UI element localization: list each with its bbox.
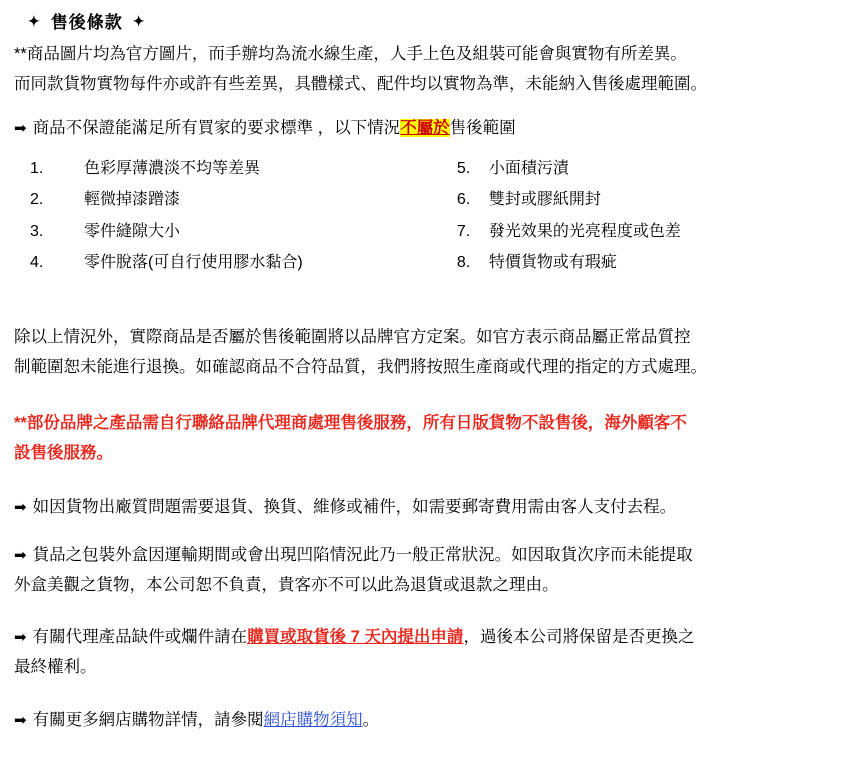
bullet-box-condition-line-1: 貨品之包裝外盒因運輸期間或會出現凹陷情況此乃一般正常狀況。如因取貨次序而未能提取 (32, 546, 693, 565)
exclusions-list (14, 153, 850, 278)
bullet-missing-parts (14, 624, 850, 650)
red-notice-line-2: 設售後服務。 (14, 444, 113, 463)
bullet-missing-parts-emphasis: 購買或取貨後 7 天內提出申請 (247, 628, 464, 647)
bullet-box-condition-line-2: 外盒美觀之貨物，本公司恕不負責，貴客亦不可以此為退貨或退款之理由。 (14, 576, 559, 595)
list-item-number: 7. (456, 222, 471, 240)
list-item-label: 色彩厚薄濃淡不均等差異 (84, 160, 261, 178)
list-item-label: 特價貨物或有瑕疵 (488, 253, 617, 271)
spacer (14, 101, 850, 115)
spacer (14, 470, 850, 494)
list-item (437, 184, 850, 215)
notice-before-text: 商品不保證能滿足所有買家的要求標準 ，以下情況 (32, 119, 401, 138)
list-item (14, 153, 437, 184)
spacer (14, 384, 850, 410)
list-item (14, 184, 437, 215)
bullet-missing-parts-line-2: 最終權利。 (14, 658, 97, 677)
list-item-label: 零件縫隙大小 (84, 222, 181, 240)
red-notice-line-1: **部份品牌之產品需自行聯絡品牌代理商處理售後服務，所有日版貨物不設售後，海外顧客不 (14, 414, 687, 433)
list-item-label: 小面積污漬 (488, 160, 569, 178)
list-item-label: 輕微掉漆蹭漆 (84, 191, 181, 209)
bullet-box-condition (14, 542, 850, 568)
list-item (14, 216, 437, 247)
bullet-more-info (14, 707, 850, 733)
notice-highlight-text: 不屬於 (400, 119, 450, 138)
list-item (437, 153, 850, 184)
arrow-icon: ➡ (14, 499, 27, 517)
spacer (14, 685, 850, 707)
list-item-number: 5. (456, 160, 471, 178)
spacer (14, 278, 850, 324)
list-item-label: 雙封或膠紙開封 (488, 191, 601, 209)
policy-line-2: 制範圍恕未能進行退換。如確認商品不合符品質，我們將按照生產商或代理的指定的方式處理。 (14, 358, 707, 376)
intro-line-2: 而同款貨物實物每件亦或許有些差異，具體樣式、配件均以實物為準，未能納入售後處理範圍。 (14, 75, 707, 94)
exclusions-left-column (14, 153, 437, 278)
list-item-number: 8. (456, 253, 471, 271)
diamond-right-icon: ✦ (132, 12, 146, 29)
list-item (437, 216, 850, 247)
bullet-shipping-fee-text: 如因貨物出廠質問題需要退貨、換貨、維修或補件，如需要郵寄費用需由客人支付去程。 (32, 498, 677, 517)
list-item-label: 零件脫落(可自行使用膠水黏合) (84, 253, 303, 271)
list-item-number: 2. (30, 191, 44, 209)
spacer (14, 524, 850, 542)
list-item-number: 4. (30, 253, 44, 271)
list-item-number: 3. (30, 222, 44, 240)
list-item-number: 6. (456, 191, 471, 209)
exclusions-right-column (437, 153, 850, 278)
intro-line-1: **商品圖片均為官方圖片，而手辦均為流水線生產，人手上色及組裝可能會與實物有所差異。 (14, 45, 687, 63)
list-item-number: 1. (30, 160, 44, 178)
list-item (437, 247, 850, 278)
notice-after-text: 售後範圍 (449, 119, 516, 138)
policy-line-1: 除以上情況外，實際商品是否屬於售後範圍將以品牌官方定案。如官方表示商品屬正常品質控 (14, 327, 691, 346)
arrow-icon: ➡ (14, 120, 27, 138)
bullet-more-info-before: 有關更多網店購物詳情，請參閱 (32, 710, 264, 729)
spacer (14, 602, 850, 624)
bullet-more-info-after: 。 (362, 710, 380, 729)
list-item-label: 發光效果的光亮程度或色差 (488, 222, 681, 240)
shop-notice-link[interactable]: 網店購物須知 (263, 710, 363, 729)
bullet-missing-parts-before: 有關代理產品缺件或爛件請在 (32, 628, 248, 647)
notice-not-covered (14, 115, 850, 141)
bullet-shipping-fee (14, 494, 850, 520)
page-title (28, 8, 850, 33)
list-item (14, 247, 437, 278)
arrow-icon: ➡ (14, 547, 27, 565)
bullet-missing-parts-after: ，過後本公司將保留是否更換之 (463, 628, 695, 647)
page-title-text: 售後條款 (50, 13, 123, 32)
arrow-icon: ➡ (14, 711, 27, 729)
arrow-icon: ➡ (14, 629, 27, 647)
diamond-left-icon: ✦ (28, 12, 41, 29)
